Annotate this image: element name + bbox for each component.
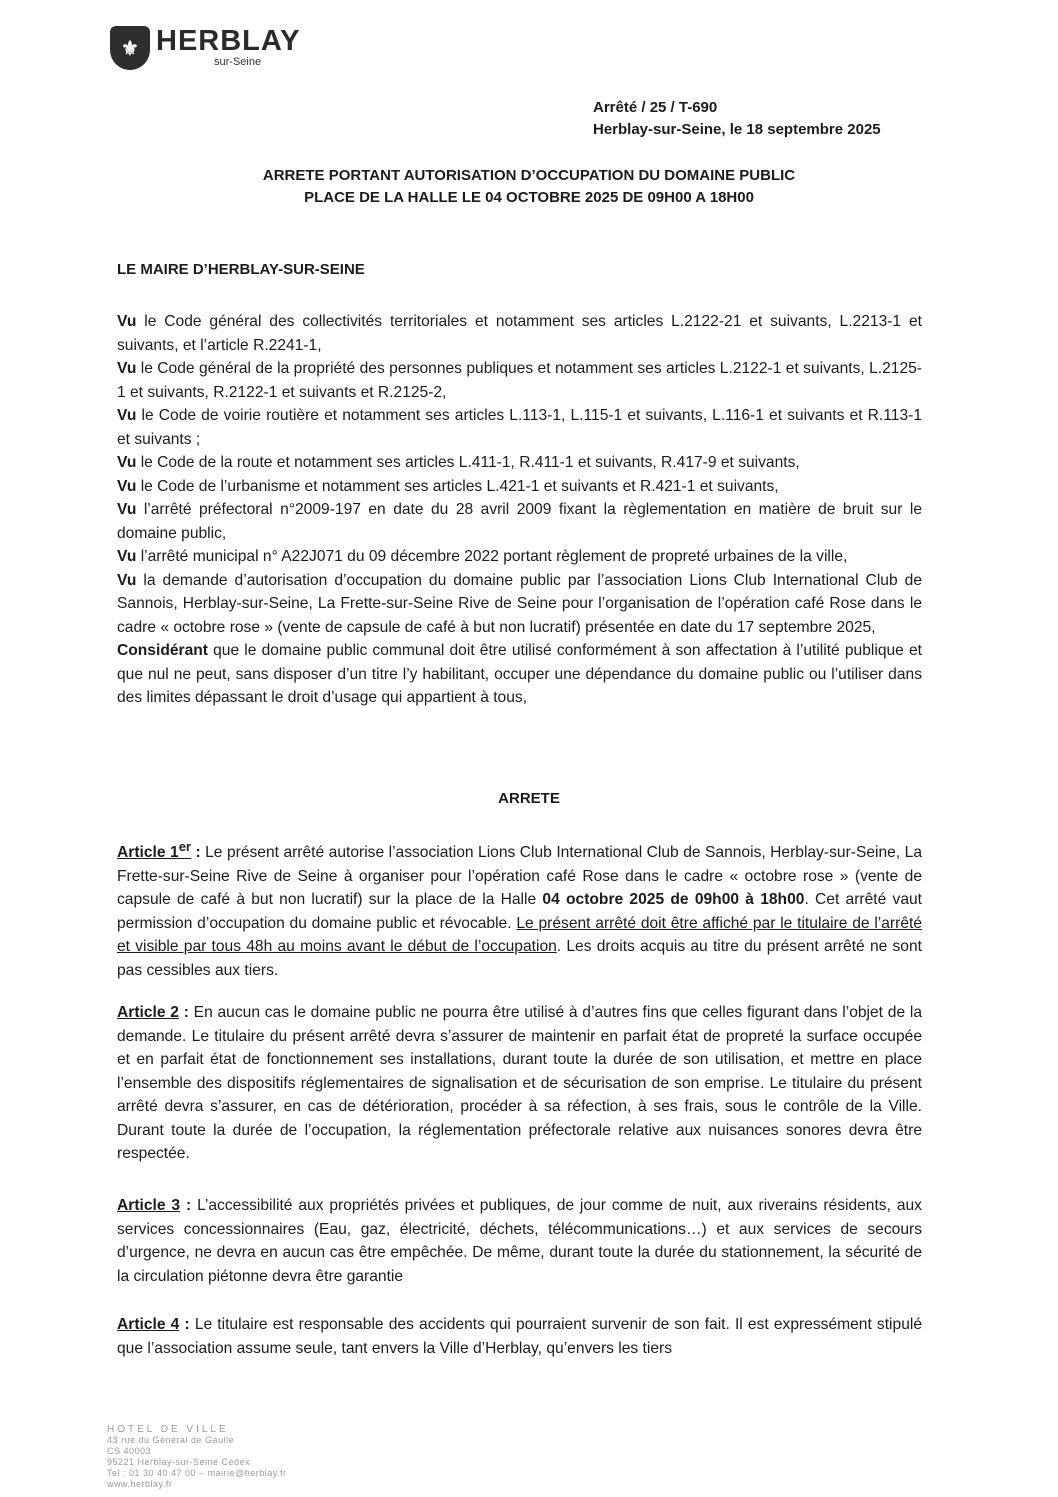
article-4-label: Article 4	[117, 1316, 180, 1333]
consideration-item: Vu le Code de l’urbanisme et notamment ses articles L.421-1 et suivants et R.421-1 et suivants,	[117, 477, 779, 495]
consideration-item: Vu le Code général de la propriété des personnes publiques et notamment ses articles L.2122-1 et suivants, L.2125-1 et suivants, R.2122-1 et suivants et R.2125-2,	[117, 360, 922, 401]
mayor-heading: LE MAIRE D’HERBLAY-SUR-SEINE	[117, 261, 365, 278]
article-3: Article 3 : L’accessibilité aux propriétés privées et publiques, de jour comme de nuit, aux riverains résidents, aux services concessionnaires (Eau, gaz, électricité, déchets, télécommunications…) et aux services de secours d’urgence, ne devra en aucun cas être empêchée. De même, durant toute la durée du stationnement, la sécurité de la circulation piétonne devra être garantie	[117, 1197, 922, 1285]
article-2: Article 2 : En aucun cas le domaine public ne pourra être utilisé à d’autres fins que celles figurant dans l’objet de la demande. Le titulaire du présent arrêté devra s’assurer de maintenir en parfait état de propreté la surface occupée et en parfait état de fonctionnement ses installations, durant toute la durée de son utilisation, et mettre en place l’ensemble des dispositifs réglementaires de signalisation et de sécurisation de son emprise. Le titulaire du présent arrêté devra s’assurer, en cas de détérioration, procéder à sa réfection, à ses frais, sous le contrôle de la Ville. Durant toute la durée de l’occupation, la réglementation préfectorale relative aux nuisances sonores devra être respectée.	[117, 1004, 922, 1162]
place-and-date: Herblay-sur-Seine, le 18 septembre 2025	[593, 121, 881, 138]
city-logo	[110, 26, 301, 70]
article-1-label: Article 1er	[117, 839, 191, 862]
logo-name: HERBLAY	[156, 25, 301, 57]
title-line-2: PLACE DE LA HALLE LE 04 OCTOBRE 2025 DE 09H00 A 18H00	[304, 189, 754, 206]
logo-subtitle: sur-Seine	[214, 56, 262, 68]
consideration-item: Considérant que le domaine public communal doit être utilisé conformément à son affectation à l’utilité publique et que nul ne peut, sans disposer d’un titre l’y habilitant, occuper une dépendance du domaine public ou l’utiliser dans des limites dépassant le droit d’usage qui appartient à tous,	[117, 642, 922, 706]
article-3-label: Article 3	[117, 1197, 181, 1214]
considerations	[117, 310, 922, 710]
city-crest-icon: ⚜	[110, 26, 150, 70]
consideration-item: Vu le Code général des collectivités territoriales et notamment ses articles L.2122-21 et suivants, L.2213-1 et suivants, et l’article R.2241-1,	[117, 313, 922, 354]
title-line-1: ARRETE PORTANT AUTORISATION D’OCCUPATION DU DOMAINE PUBLIC	[262, 167, 796, 184]
consideration-item: Vu l’arrêté municipal n° A22J071 du 09 décembre 2022 portant règlement de propreté urbaines de la ville,	[117, 548, 848, 565]
decree-number: Arrêté / 25 / T-690	[593, 99, 718, 116]
consideration-item: Vu le Code de voirie routière et notamment ses articles L.113-1, L.115-1 et suivants, L.116-1 et suivants et R.113-1 et suivants ;	[117, 407, 922, 448]
consideration-item: Vu l’arrêté préfectoral n°2009-197 en date du 28 avril 2009 fixant la règlementation en matière de bruit sur le domaine public,	[117, 501, 922, 542]
decree-reference	[593, 97, 881, 141]
footer-address: HOTEL DE VILLE 43 rue du Général de Gaulle CS 40003 95221 Herblay-sur-Seine Cedex Tel : 01 30 40 47 00 – mairie@herblay.fr www.herblay.fr	[107, 1424, 287, 1489]
article-1: Article 1er : Le présent arrêté autorise l’association Lions Club International Club de Sannois, Herblay-sur-Seine, La Frette-sur-Seine Rive de Seine à organiser pour l’opération café Rose dans le cadre « octobre rose » (vente de capsule de café à but non lucratif) sur la place de la Halle 04 octobre 2025 de 09h00 à 18h00. Cet arrêté vaut permission d’occupation du domaine public et révocable. Le présent arrêté doit être affiché par le titulaire de l’arrêté et visible par tous 48h au moins avant le début de l’occupation. Les droits acquis au titre du présent arrêté ne sont pas cessibles aux tiers.	[117, 839, 922, 979]
arrete-heading: ARRETE	[498, 790, 560, 807]
consideration-item: Vu le Code de la route et notamment ses articles L.411-1, R.411-1 et suivants, R.417-9 et suivants,	[117, 454, 800, 471]
article-2-label: Article 2	[117, 1004, 179, 1021]
decree-title	[0, 165, 1058, 209]
article-4: Article 4 : Le titulaire est responsable des accidents qui pourraient survenir de son fait. Il est expressément stipulé que l’association assume seule, tant envers la Ville d’Herblay, qu’envers les tiers	[117, 1316, 922, 1357]
consideration-item: Vu la demande d’autorisation d’occupation du domaine public par l’association Lions Club International Club de Sannois, Herblay-sur-Seine, La Frette-sur-Seine Rive de Seine pour l’organisation de l’opération café Rose dans le cadre « octobre rose » (vente de capsule de café à but non lucratif) présentée en date du 17 septembre 2025,	[117, 571, 922, 636]
